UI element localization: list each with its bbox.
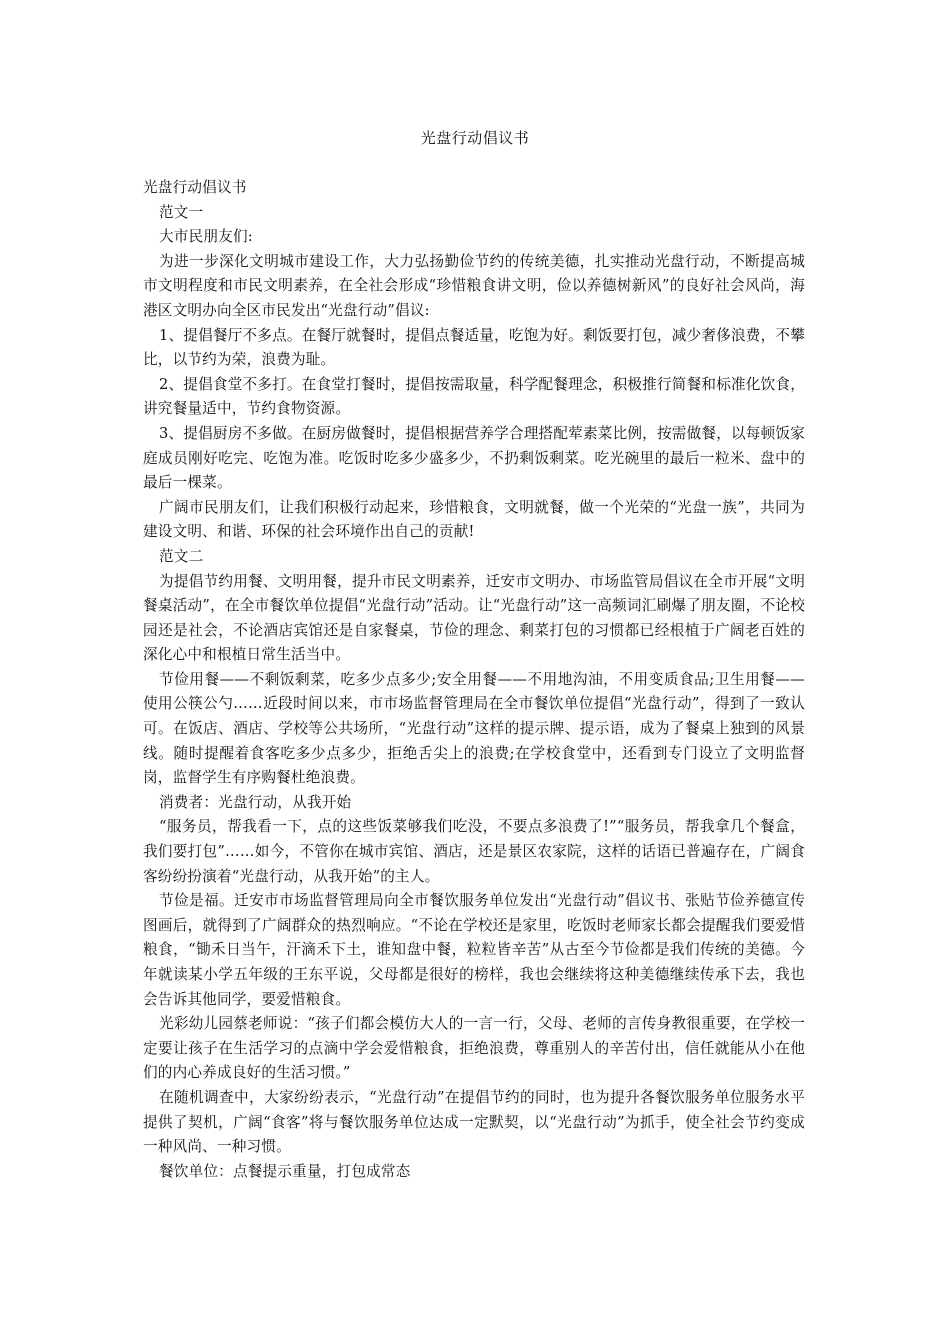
paragraph: 3、提倡厨房不多做。在厨房做餐时，提倡根据营养学合理搭配荤素菜比例，按需做餐，以每顿饭家庭成员刚好吃完、吃饱为准。吃饭时吃多少盛多少，不扔剩饭剩菜。吃光碗里的最后一粒米、盘中的最后一棵菜。 <box>143 424 805 492</box>
paragraph: 为提倡节约用餐、文明用餐，提升市民文明素养，迁安市文明办、市场监管局倡议在全市开展“文明餐桌活动”，在全市餐饮单位提倡“光盘行动”活动。让“光盘行动”这一高频词汇刷爆了朋友圈，不论校园还是社会，不论酒店宾馆还是自家餐桌，节俭的理念、剩菜打包的习惯都已经根植于广阔老百姓的深化心中和根植日常生活当中。 <box>143 572 805 664</box>
paragraph: 为进一步深化文明城市建设工作，大力弘扬勤俭节约的传统美德，扎实推动光盘行动，不断提高城市文明程度和市民文明素养，在全社会形成“珍惜粮食讲文明，俭以养德树新风”的良好社会风尚，海港区文明办向全区市民发出“光盘行动”倡议: <box>143 252 805 319</box>
paragraph: 节俭是福。迁安市市场监督管理局向全市餐饮服务单位发出“光盘行动”倡议书、张贴节俭养德宣传图画后，就得到了广阔群众的热烈响应。“不论在学校还是家里，吃饭时老师家长都会提醒我们要爱惜粮食，“锄禾日当午，汗滴禾下土，谁知盘中餐，粒粒皆辛苦”从古至今节俭都是我们传统的美德。今年就读某小学五年级的王东平说，父母都是很好的榜样，我也会继续将这种美德继续传承下去，我也会告诉其他同学，要爱惜粮食。 <box>143 892 805 1008</box>
paragraph: 广阔市民朋友们，让我们积极行动起来，珍惜粮食，文明就餐，做一个光荣的“光盘一族”，共同为建设文明、和谐、环保的社会环境作出自己的贡献! <box>143 498 805 541</box>
paragraph: 餐饮单位：点餐提示重量，打包成常态 <box>159 1162 411 1180</box>
document-body <box>143 176 805 1184</box>
paragraph: 范文一 <box>159 203 204 221</box>
paragraph: 2、提倡食堂不多打。在食堂打餐时，提倡按需取量，科学配餐理念，积极推行简餐和标准化饮食，讲究餐量适中，节约食物资源。 <box>143 375 805 418</box>
document-title: 光盘行动倡议书 <box>420 129 530 147</box>
paragraph: 节俭用餐——不剩饭剩菜，吃多少点多少;安全用餐——不用地沟油，不用变质食品;卫生用餐——使用公筷公勺……近段时间以来，市市场监督管理局在全市餐饮单位提倡“光盘行动”，得到了一致认可。在饭店、酒店、学校等公共场所，“光盘行动”这样的提示牌、提示语，成为了餐桌上独到的风景线。随时提醒着食客吃多少点多少，拒绝舌尖上的浪费;在学校食堂中，还看到专门设立了文明监督岗，监督学生有序购餐杜绝浪费。 <box>143 670 805 787</box>
document-subtitle: 光盘行动倡议书 <box>143 179 247 196</box>
paragraph: “服务员，帮我看一下，点的这些饭菜够我们吃没，不要点多浪费了!”“服务员，帮我拿几个餐盒，我们要打包”……如今，不管你在城市宾馆、酒店，还是景区农家院，这样的话语已普遍存在，广阔食客纷纷扮演着“光盘行动，从我开始”的主人。 <box>143 818 805 885</box>
paragraph: 在随机调查中，大家纷纷表示，“光盘行动”在提倡节约的同时，也为提升各餐饮服务单位服务水平提供了契机，广阔“食客”将与餐饮服务单位达成一定默契，以“光盘行动”为抓手，使全社会节约变成一种风尚、一种习惯。 <box>143 1088 805 1156</box>
paragraph: 消费者：光盘行动，从我开始 <box>159 793 352 811</box>
paragraph: 范文二 <box>159 547 204 565</box>
paragraph: 光彩幼儿园蔡老师说：“孩子们都会模仿大人的一言一行，父母、老师的言传身教很重要，在学校一定要让孩子在生活学习的点滴中学会爱惜粮食，拒绝浪费，尊重别人的辛苦付出，信任就能从小在他们的内心养成良好的生活习惯。” <box>143 1015 805 1082</box>
paragraph: 大市民朋友们: <box>159 228 253 246</box>
paragraph: 1、提倡餐厅不多点。在餐厅就餐时，提倡点餐适量，吃饱为好。剩饭要打包，减少奢侈浪费，不攀比，以节约为荣，浪费为耻。 <box>143 326 805 369</box>
